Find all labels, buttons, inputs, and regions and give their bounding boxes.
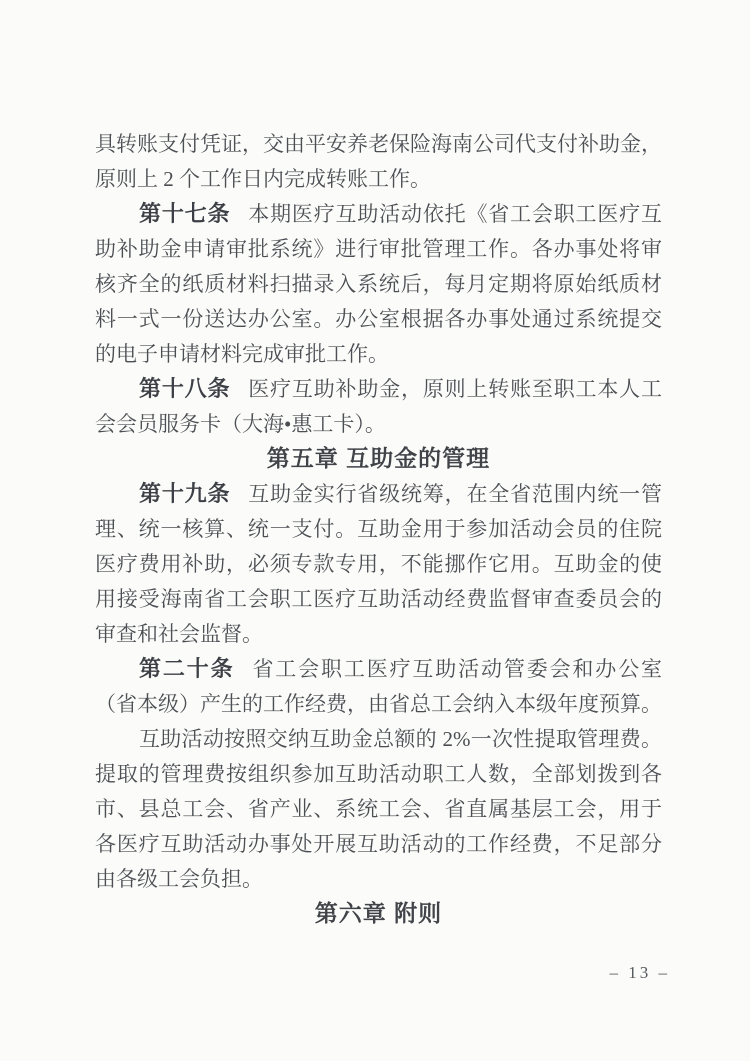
text-line (95, 826, 662, 861)
text-line (95, 756, 662, 791)
text-line (95, 546, 662, 581)
text-line (95, 861, 662, 896)
line-text: 理、统一核算、统一支付。互助金用于参加活动会员的住院 (95, 517, 662, 541)
text-line (95, 126, 662, 161)
text-line (95, 686, 662, 721)
line-text: 审查和社会监督。 (95, 622, 263, 646)
line-text: 市、县总工会、省产业、系统工会、省直属基层工会，用于 (95, 797, 662, 821)
line-text: 原则上 2 个工作日内完成转账工作。 (95, 167, 431, 191)
line-text: 各医疗互助活动办事处开展互助活动的工作经费，不足部分 (95, 832, 662, 856)
text-line (95, 336, 662, 371)
chapter-heading (95, 896, 662, 931)
text-line (95, 161, 662, 196)
line-text: 互助金实行省级统筹，在全省范围内统一管 (248, 482, 662, 506)
line-text: 的电子申请材料完成审批工作。 (95, 342, 389, 366)
text-line (95, 616, 662, 651)
line-text: 提取的管理费按组织参加互助活动职工人数，全部划拨到各 (95, 762, 662, 786)
line-text: 核齐全的纸质材料扫描录入系统后，每月定期将原始纸质材 (95, 272, 662, 296)
line-text: 医疗费用补助，必须专款专用，不能挪作它用。互助金的使 (95, 552, 662, 576)
text-line (95, 581, 662, 616)
chapter-heading-text: 第五章 互助金的管理 (266, 445, 491, 471)
line-text: 省工会职工医疗互助活动管委会和办公室 (252, 657, 662, 681)
text-line (95, 651, 662, 686)
text-line (95, 721, 662, 756)
article-number: 第二十条 (139, 656, 235, 681)
line-text: 会会员服务卡（大海•惠工卡）。 (95, 412, 386, 436)
text-line (95, 406, 662, 441)
text-line (95, 196, 662, 231)
text-line (95, 266, 662, 301)
article-number: 第十九条 (139, 481, 231, 506)
text-line (95, 476, 662, 511)
text-line (95, 231, 662, 266)
line-text: 医疗互助补助金，原则上转账至职工本人工 (248, 377, 662, 401)
text-line (95, 791, 662, 826)
text-line (95, 301, 662, 336)
text-line (95, 371, 662, 406)
line-text: 具转账支付凭证，交由平安养老保险海南公司代支付补助金， (95, 132, 662, 156)
line-text: 互助活动按照交纳互助金总额的 2%一次性提取管理费。 (139, 727, 662, 751)
line-text: 料一式一份送达办公室。办公室根据各办事处通过系统提交 (95, 307, 662, 331)
article-number: 第十八条 (139, 376, 231, 401)
text-line (95, 511, 662, 546)
line-text: 助补助金申请审批系统》进行审批管理工作。各办事处将审 (95, 237, 662, 261)
line-text: （省本级）产生的工作经费，由省总工会纳入本级年度预算。 (95, 692, 662, 716)
chapter-heading-text: 第六章 附则 (314, 900, 443, 926)
line-text: 用接受海南省工会职工医疗互助活动经费监督审查委员会的 (95, 587, 662, 611)
line-text: 本期医疗互助活动依托《省工会职工医疗互 (248, 202, 662, 226)
page-number: – 13 – (609, 963, 670, 982)
document-body (95, 126, 662, 931)
line-text: 由各级工会负担。 (95, 867, 263, 891)
article-number: 第十七条 (139, 201, 231, 226)
chapter-heading (95, 441, 662, 476)
